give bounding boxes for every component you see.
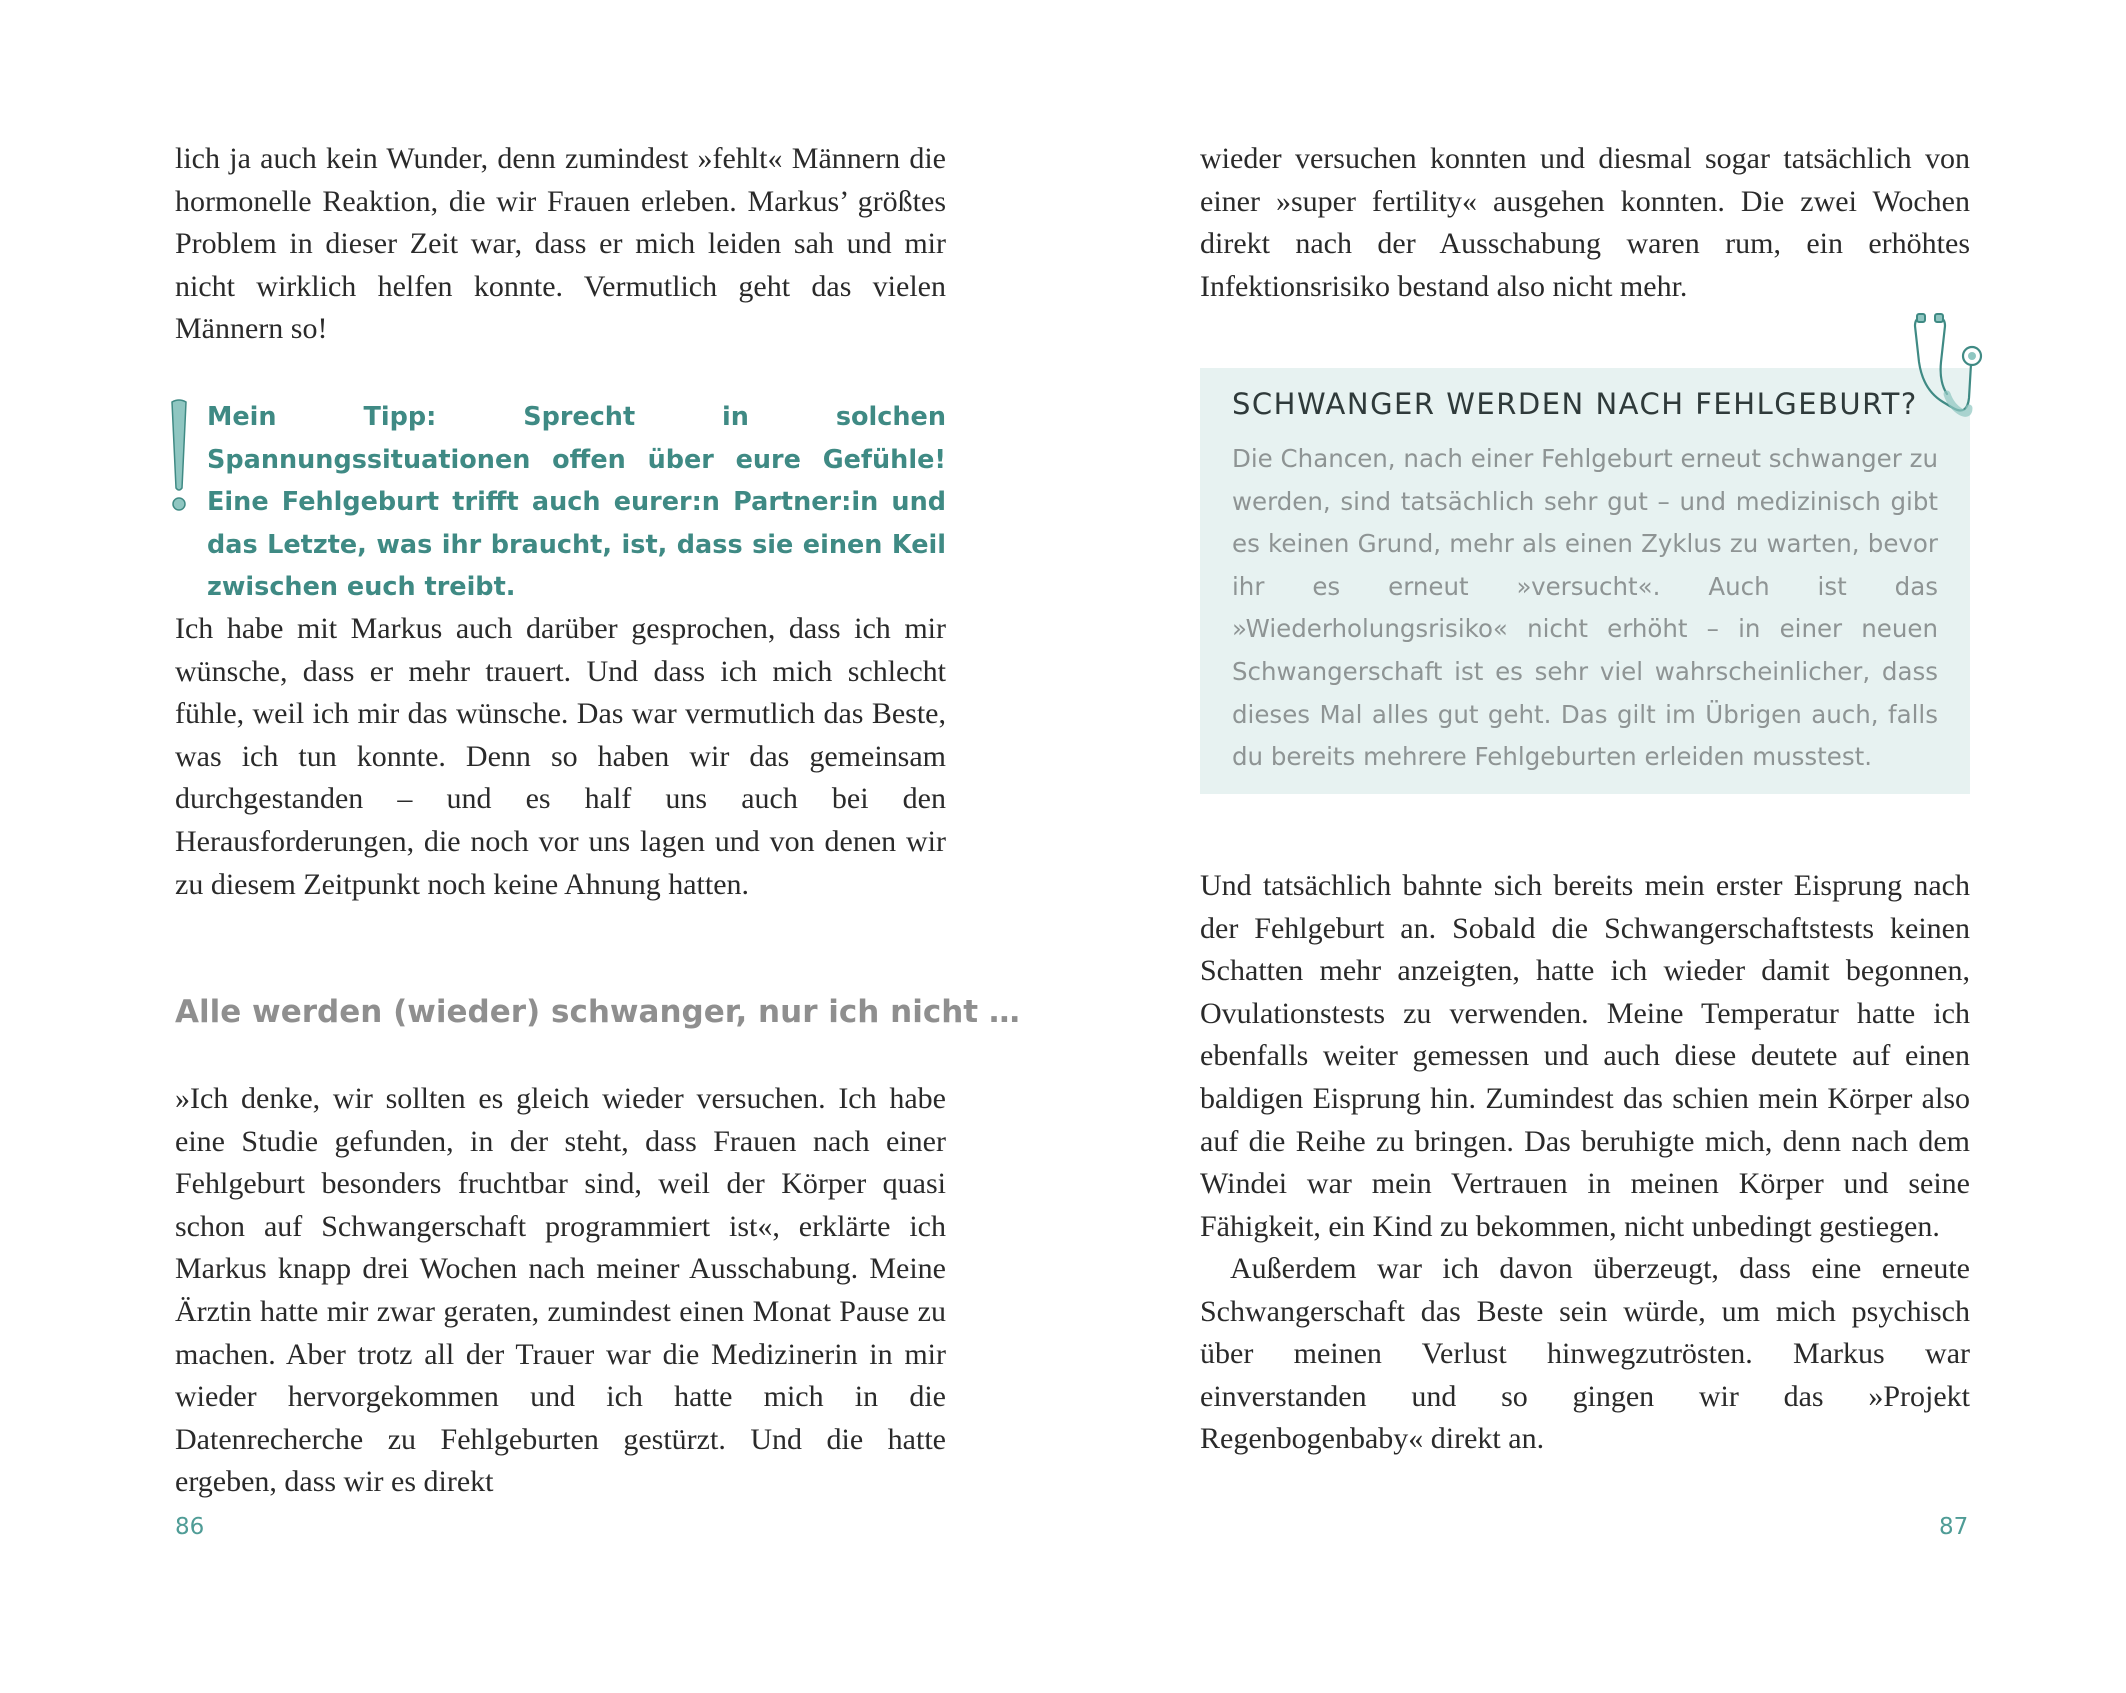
left-paragraph-1: lich ja auch kein Wunder, denn zumindest »fehlt« Männern die hormonelle Reaktion, die wir Frauen erleben. Markus’ größtes Problem in dieser Zeit war, dass er mich leiden sah und mir nicht wirklich helfen konnte. Vermutlich geht das vielen Männern so! bbox=[175, 142, 946, 346]
right-paragraph-3: Außerdem war ich davon überzeugt, dass eine erneute Schwangerschaft das Beste sein würde, um mich psychisch über meinen Verlust hinwegzutrösten. Markus war einverstanden und so gingen wir das »Projekt Regenbogenbaby« direkt an. bbox=[1200, 1252, 1970, 1456]
stethoscope-icon bbox=[1907, 312, 1987, 442]
right-paragraph-1: wieder versuchen konnten und diesmal sogar tatsächlich von einer »super fertility« ausgehen konnten. Die zwei Wochen direkt nach der Ausschabung waren rum, ein erhöhtes Infektionsrisiko bestand also nicht mehr. bbox=[1200, 142, 1970, 303]
exclamation-icon bbox=[168, 398, 190, 514]
section-heading: Alle werden (wieder) schwanger, nur ich nicht … bbox=[175, 994, 1020, 1030]
page-number-right: 87 bbox=[1939, 1514, 1969, 1540]
right-page bbox=[1063, 0, 2126, 1693]
info-box bbox=[1200, 368, 1970, 794]
tip-text: Mein Tipp: Sprecht in solchen Spannungssituationen offen über eure Gefühle! Eine Fehlgeburt trifft auch eurer:n Partner:in und das Letzte, was ihr braucht, ist, dass sie einen Keil zwischen euch treibt. bbox=[207, 402, 946, 603]
left-paragraph-3: »Ich denke, wir sollten es gleich wieder versuchen. Ich habe eine Studie gefunden, in der steht, dass Frauen nach einer Fehlgeburt besonders fruchtbar sind, weil der Körper quasi schon auf Schwangerschaft programmiert ist«, erklärte ich Markus knapp drei Wochen nach meiner Ausschabung. Meine Ärztin hatte mir zwar geraten, zumindest einen Monat Pause zu machen. Aber trotz all der Trauer war die Medizinerin in mir wieder hervorgekommen und ich hatte mich in die Datenrecherche zu Fehlgeburten gestürzt. Und die hatte ergeben, dass wir es direkt bbox=[175, 1082, 946, 1499]
left-paragraph-2: Ich habe mit Markus auch darüber gesprochen, dass ich mir wünsche, dass er mehr trauert. Und dass ich mich schlecht fühle, weil ich mir das wünsche. Das war vermutlich das Beste, was ich tun konnte. Denn so haben wir das gemeinsam durchgestanden – und es half uns auch bei den Herausforderungen, die noch vor uns lagen und von denen wir zu diesem Zeitpunkt noch keine Ahnung hatten. bbox=[175, 612, 946, 901]
page-number-left: 86 bbox=[175, 1514, 205, 1540]
info-box-title: SCHWANGER WERDEN NACH FEHLGEBURT? bbox=[1232, 387, 1918, 421]
right-paragraph-2: Und tatsächlich bahnte sich bereits mein erster Eisprung nach der Fehlgeburt an. Sobald die Schwangerschaftstests keinen Schatten mehr anzeigten, hatte ich wieder damit begonnen, Ovulationstests zu verwenden. Meine Temperatur hatte ich ebenfalls weiter gemessen und auch diese deutete auf einen baldigen Eisprung hin. Zumindest das schien mein Körper also auf die Reihe zu bringen. Das beruhigte mich, denn nach dem Windei war mein Vertrauen in meinen Körper und seine Fähigkeit, ein Kind zu bekommen, nicht unbedingt gestiegen. bbox=[1200, 869, 1970, 1243]
info-box-text: Die Chancen, nach einer Fehlgeburt erneut schwanger zu werden, sind tatsächlich sehr gut – und medizinisch gibt es keinen Grund, mehr als einen Zyklus zu warten, bevor ihr es erneut »versucht«. Auch ist das »Wiederholungsrisiko« nicht erhöht – in einer neuen Schwangerschaft ist es sehr viel wahrscheinlicher, dass dieses Mal alles gut geht. Das gilt im Übrigen auch, falls du bereits mehrere Fehlgeburten erleiden musstest. bbox=[1232, 444, 1938, 772]
